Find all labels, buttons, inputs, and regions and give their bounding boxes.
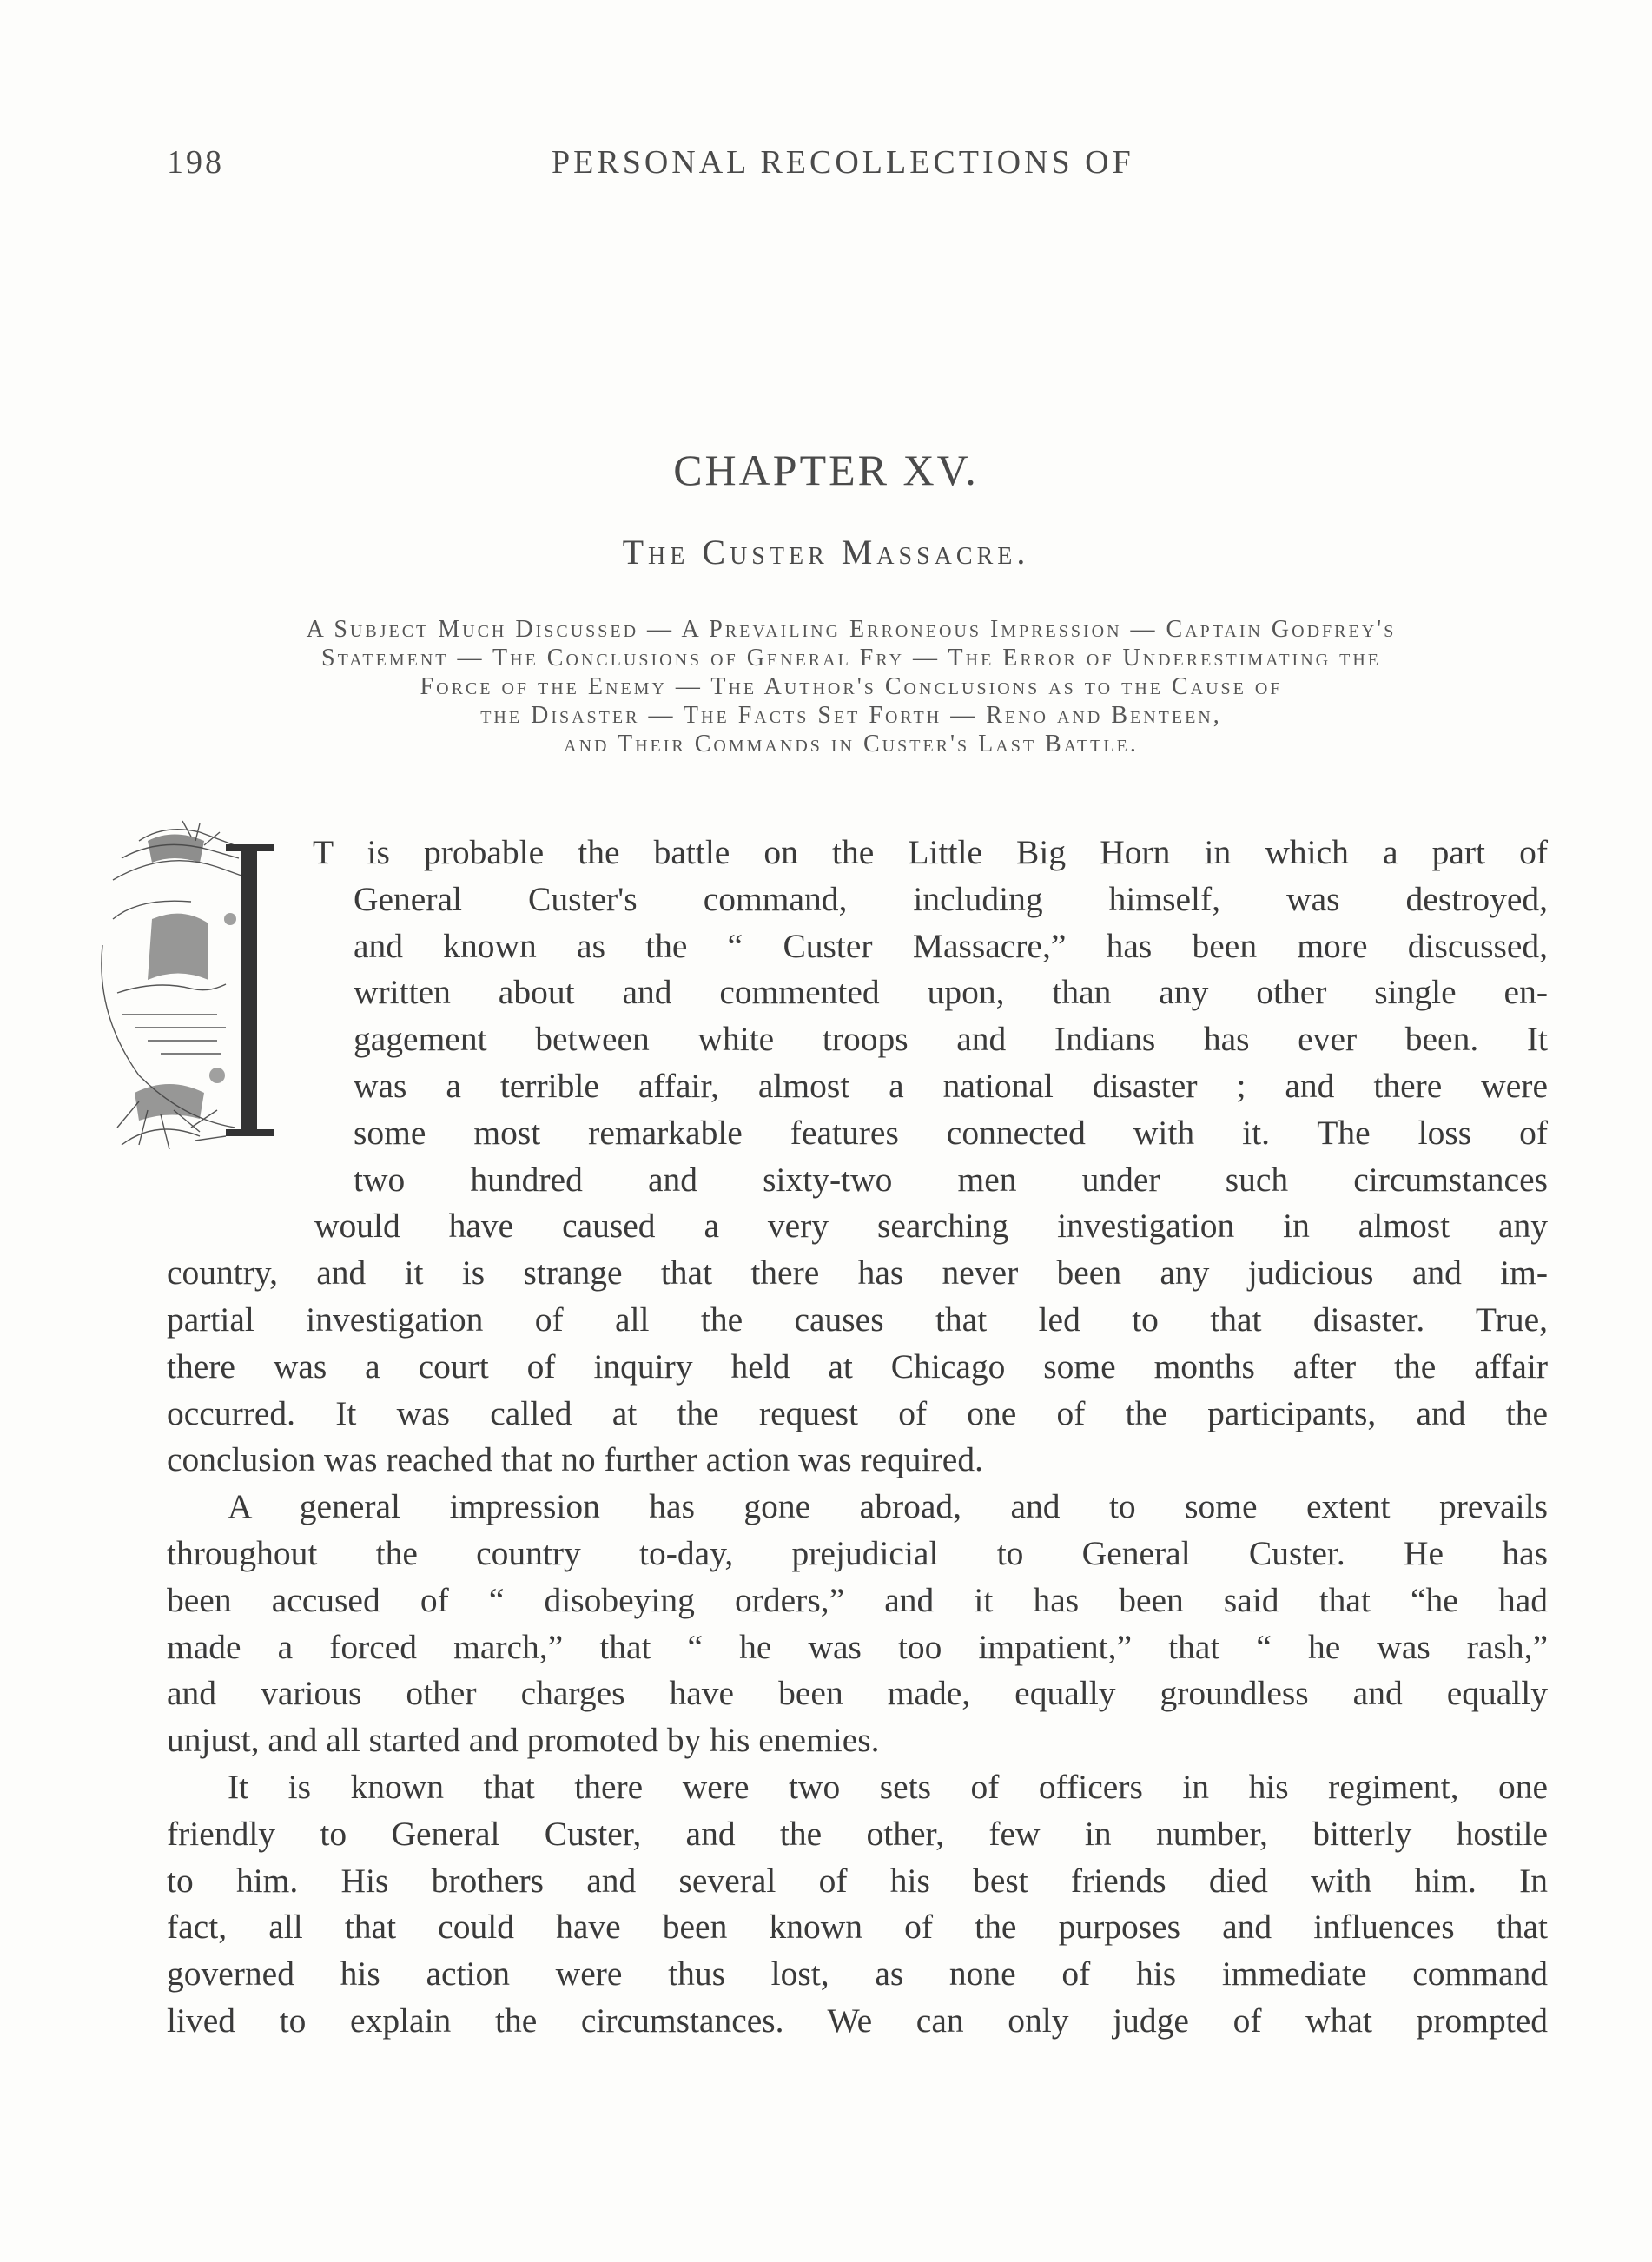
text-line: occurred. It was called at the request of one of the participants, and the <box>167 1393 1548 1432</box>
synopsis-line: A Subject Much Discussed — A Prevailing Erroneous Impression — Captain Godfrey's <box>306 616 1397 643</box>
synopsis-line: and Their Commands in Custer's Last Battle. <box>564 731 1139 757</box>
text-line: gagement between white troops and Indians has ever been. It <box>354 1020 1548 1059</box>
text-line: conclusion was reached that no further action was required. <box>167 1440 983 1479</box>
text-line: been accused of “ disobeying orders,” and it has been said that “he had <box>167 1580 1548 1619</box>
text-line: to him. His brothers and several of his best friends died with him. In <box>167 1861 1548 1900</box>
text-line: made a forced march,” that “ he was too impatient,” that “ he was rash,” <box>167 1627 1548 1666</box>
text-line: written about and commented upon, than any other single en- <box>354 973 1548 1012</box>
synopsis-line: Force of the Enemy — The Author's Conclusions as to the Cause of <box>420 673 1283 700</box>
chapter-synopsis <box>156 615 1546 758</box>
text-line: General Custer's command, including himself, was destroyed, <box>354 879 1548 918</box>
text-line: would have caused a very searching investigation in almost any <box>314 1207 1548 1246</box>
body-text <box>167 830 1548 2045</box>
text-line: there was a court of inquiry held at Chicago some months after the affair <box>167 1346 1548 1386</box>
text-line: and various other charges have been made, equally groundless and equally <box>167 1674 1548 1713</box>
text-line: It is known that there were two sets of officers in his regiment, one <box>228 1767 1548 1806</box>
text-line: was a terrible affair, almost a national disaster ; and there were <box>354 1066 1548 1105</box>
synopsis-line: Statement — The Conclusions of General Fry — The Error of Underestimating the <box>321 645 1381 671</box>
text-line: and known as the “ Custer Massacre,” has been more discussed, <box>354 926 1548 965</box>
text-line: friendly to General Custer, and the other, few in number, bitterly hostile <box>167 1814 1548 1853</box>
chapter-number: CHAPTER XV. <box>673 446 979 494</box>
text-line: country, and it is strange that there has never been any judicious and im- <box>167 1253 1548 1293</box>
text-line: T is probable the battle on the Little Big Horn in which a part of <box>313 833 1548 871</box>
synopsis-line: the Disaster — The Facts Set Forth — Reno and Benteen, <box>480 702 1222 729</box>
text-line: unjust, and all started and promoted by his enemies. <box>167 1721 880 1760</box>
text-line: lived to explain the circumstances. We can only judge of what prompted <box>167 2001 1548 2040</box>
text-line: throughout the country to-day, prejudicial to General Custer. He has <box>167 1533 1548 1572</box>
text-line: governed his action were thus lost, as none of his immediate command <box>167 1954 1548 1994</box>
text-line: A general impression has gone abroad, and to some extent prevails <box>228 1487 1548 1526</box>
text-line: fact, all that could have been known of the purposes and influences that <box>167 1908 1548 1947</box>
page-number: 198 <box>167 144 224 181</box>
chapter-title: The Custer Massacre. <box>622 532 1030 572</box>
running-title: PERSONAL RECOLLECTIONS OF <box>552 144 1134 181</box>
text-line: partial investigation of all the causes that led to that disaster. True, <box>167 1300 1548 1339</box>
text-line: some most remarkable features connected with it. The loss of <box>354 1113 1548 1152</box>
running-head <box>167 143 1548 195</box>
text-line: two hundred and sixty-two men under such circumstances <box>354 1160 1548 1199</box>
